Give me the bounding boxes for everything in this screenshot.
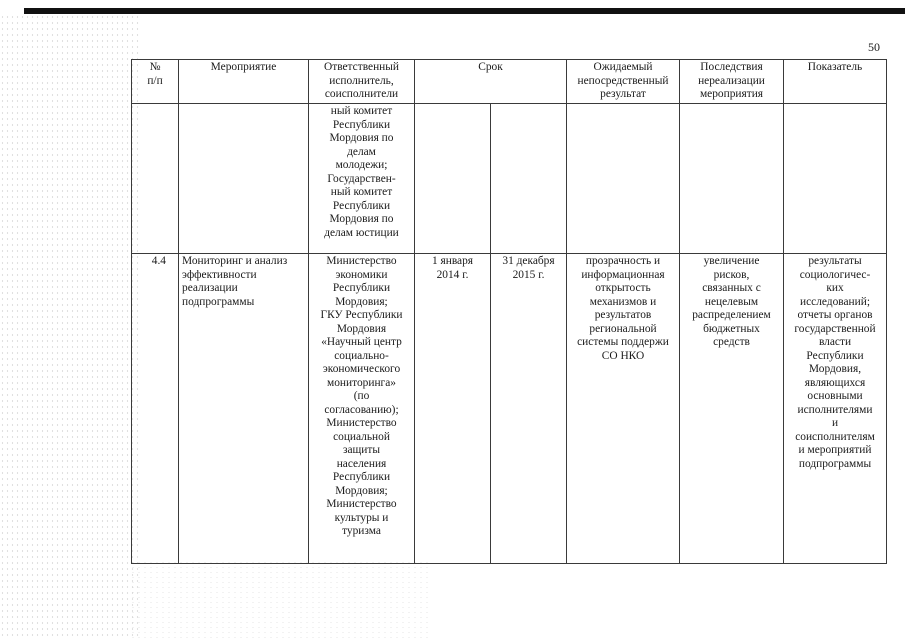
text-line: Мордовия по	[329, 213, 394, 225]
text-line: и	[831, 417, 839, 429]
text-line: нецелевым	[704, 295, 759, 308]
text-line: делам	[347, 145, 376, 158]
text-line: экономического	[322, 363, 401, 375]
header-result	[567, 60, 680, 104]
text-line: СО НКО	[601, 349, 645, 362]
text-line: реализации	[182, 282, 238, 294]
text-line: Республики	[332, 471, 391, 483]
text-line: Республики	[332, 199, 391, 212]
cell-indicator	[784, 254, 887, 564]
text-line: исследований;	[799, 295, 871, 308]
scan-noise-bottom	[130, 560, 430, 639]
text-line: Мордовия	[336, 322, 387, 335]
header-consequences	[680, 60, 784, 104]
cell-executor	[309, 104, 415, 254]
cell-executor	[309, 254, 415, 564]
cell-indicator	[784, 104, 887, 254]
text-line: ный комитет	[330, 105, 393, 117]
cell-start	[415, 254, 491, 564]
text-line: населения	[336, 457, 387, 470]
text-line: Мониторинг и анализ	[182, 255, 288, 267]
text-line: связанных с	[702, 282, 761, 294]
text-line: №	[149, 61, 161, 73]
text-line: социальной	[333, 430, 390, 443]
text-line: п/п	[147, 74, 163, 87]
text-line: молодежи;	[335, 159, 388, 171]
text-line: подпрограммы	[182, 295, 255, 308]
text-line: согласованию);	[324, 403, 399, 416]
text-line: прозрачность и	[585, 255, 661, 267]
text-line: Ответственный	[323, 61, 400, 73]
cell-end	[491, 104, 567, 254]
text-line: результат	[600, 88, 646, 100]
text-line: экономики	[335, 268, 388, 281]
page-number: 50	[868, 40, 880, 54]
text-line: Мордовия,	[808, 363, 862, 375]
table-header-row	[132, 60, 887, 104]
text-line: государственной	[794, 322, 876, 335]
text-line: информационная	[581, 268, 665, 281]
header-indicator: Показатель	[784, 60, 887, 104]
text-line: основными	[807, 390, 863, 402]
text-line: мероприятия	[699, 88, 764, 100]
cell-result	[567, 254, 680, 564]
cell-start	[415, 104, 491, 254]
text-line: ный комитет	[330, 186, 393, 198]
cell-consequences	[680, 104, 784, 254]
text-line: власти	[818, 336, 852, 348]
text-line: механизмов и	[589, 295, 657, 308]
cell-event	[179, 104, 309, 254]
text-line: 1 января	[431, 255, 474, 267]
text-line: Министерство	[326, 255, 397, 267]
text-line: результатов	[594, 309, 652, 321]
text-line: исполнитель,	[329, 74, 394, 87]
text-line: региональной	[589, 322, 657, 335]
text-line: Министерство	[326, 498, 397, 510]
text-line: распределением	[692, 309, 771, 321]
text-line: ГКУ Республики	[320, 309, 403, 321]
text-line: культуры и	[334, 511, 389, 524]
text-line: 2014 г.	[436, 268, 469, 281]
text-line: исполнителями	[797, 403, 873, 416]
table-row-continued	[132, 104, 887, 254]
cell-event	[179, 254, 309, 564]
text-line: «Научный центр	[321, 336, 402, 348]
text-line: результаты	[808, 255, 862, 267]
table-row-4-4	[132, 254, 887, 564]
text-line: соисполнителям	[795, 430, 875, 443]
text-line: непосредственный	[577, 74, 669, 87]
text-line: бюджетных	[703, 322, 760, 335]
cell-end	[491, 254, 567, 564]
text-line: Республики	[332, 118, 391, 131]
text-line: Мордовия;	[335, 295, 388, 308]
cell-num	[132, 104, 179, 254]
cell-result	[567, 104, 680, 254]
header-executor	[309, 60, 415, 104]
text-line: рисков,	[713, 268, 750, 281]
text-line: Мордовия по	[329, 132, 394, 144]
text-line: Ожидаемый	[593, 61, 653, 73]
text-line: (по	[353, 390, 370, 402]
text-line: системы поддержи	[577, 336, 669, 348]
text-line: открытость	[595, 282, 651, 294]
events-table	[131, 59, 887, 564]
text-line: эффективности	[182, 268, 257, 281]
text-line: туризма	[342, 525, 381, 537]
header-event: Мероприятие	[179, 60, 309, 104]
text-line: Республики	[332, 282, 391, 294]
header-term: Срок	[415, 60, 567, 104]
text-line: увеличение	[703, 255, 760, 267]
text-line: 31 декабря	[502, 255, 555, 267]
text-line: подпрограммы	[798, 457, 872, 470]
text-line: 2015 г.	[512, 268, 545, 281]
text-line: защиты	[342, 444, 381, 456]
text-line: являющихся	[804, 376, 866, 389]
text-line: Мордовия;	[335, 484, 388, 497]
text-line: ких	[826, 282, 844, 294]
text-line: нереализации	[698, 74, 765, 87]
header-num	[132, 60, 179, 104]
text-line: отчеты органов	[797, 309, 873, 321]
text-line: социологичес-	[799, 268, 871, 281]
text-line: мониторинга»	[327, 376, 396, 389]
scan-noise	[0, 14, 140, 639]
text-line: соисполнители	[324, 88, 399, 100]
text-line: Министерство	[326, 417, 397, 429]
text-line: и мероприятий	[798, 444, 872, 456]
text-line: Государствен-	[327, 172, 396, 185]
scan-top-border	[24, 8, 905, 14]
text-line: Республики	[806, 349, 864, 362]
text-line: социально-	[334, 349, 389, 362]
text-line: делам юстиции	[324, 226, 399, 239]
cell-consequences	[680, 254, 784, 564]
cell-num: 4.4	[132, 254, 179, 564]
text-line: средств	[713, 336, 750, 348]
text-line: Последствия	[700, 61, 763, 73]
